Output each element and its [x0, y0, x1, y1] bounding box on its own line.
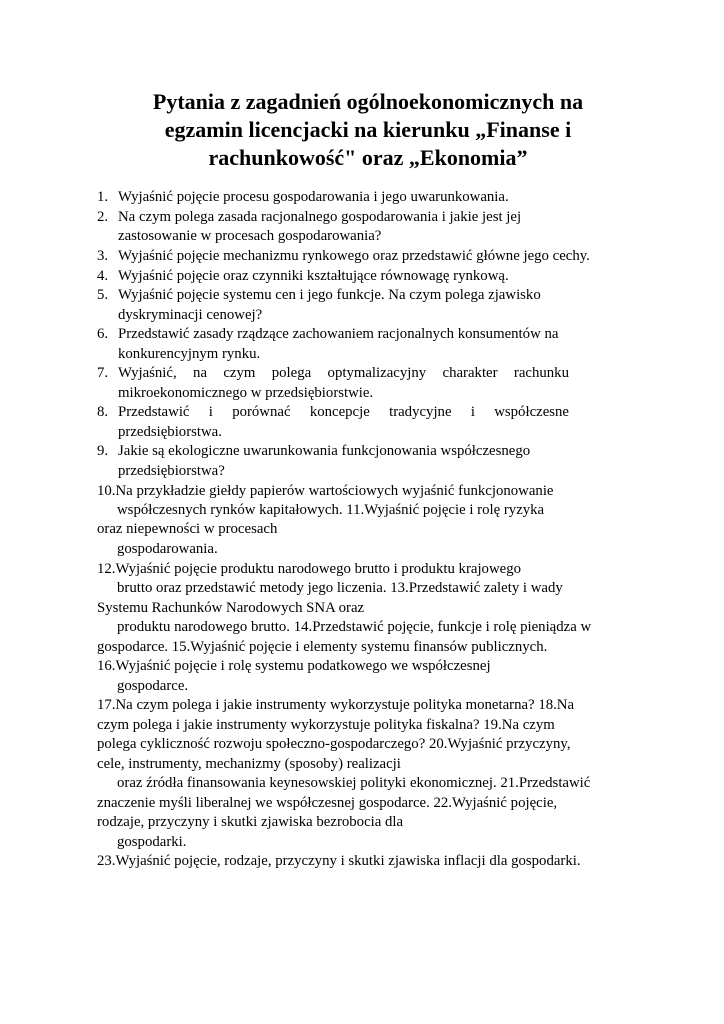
word: na [193, 365, 208, 381]
list-item-text: znaczenie myśli liberalnej we współczesnej gospodarce. 22.Wyjaśnić pojęcie, [97, 795, 558, 811]
word: rachunku [513, 365, 569, 381]
word: koncepcje [309, 404, 370, 420]
word: charakter [442, 365, 498, 381]
list-item-text: brutto oraz przedstawić metody jego liczenia. 13.Przedstawić zalety i wady [117, 580, 563, 596]
word: Wyjaśnić, [118, 365, 177, 381]
item-number: 6. [97, 326, 109, 342]
item-number: 9. [97, 443, 109, 459]
word: Przedstawić [118, 404, 190, 420]
list-item-text [118, 403, 569, 423]
list-item-text: Systemu Rachunków Narodowych SNA oraz [97, 600, 365, 616]
list-item-text: 23.Wyjaśnić pojęcie, rodzaje, przyczyny i skutki zjawiska inflacji dla gospodarki. [97, 853, 581, 869]
list-item-text: dyskryminacji cenowej? [118, 307, 263, 323]
list-item-text: oraz źródła finansowania keynesowskiej polityki ekonomicznej. 21.Przedstawić [117, 775, 591, 791]
word: optymalizacyjny [327, 365, 427, 381]
list-item-text: mikroekonomicznego w przedsiębiorstwie. [118, 385, 374, 401]
list-item-text: gospodarce. 15.Wyjaśnić pojęcie i elementy systemu finansów publicznych. [97, 639, 548, 655]
word: czym [223, 365, 256, 381]
list-item-text: konkurencyjnym rynku. [118, 346, 261, 362]
item-number: 5. [97, 287, 109, 303]
list-item-text: rodzaje, przyczyny i skutki zjawiska bezrobocia dla [97, 814, 404, 830]
list-item-text: przedsiębiorstwa? [118, 463, 225, 479]
word: tradycyjne [389, 404, 452, 420]
item-number: 4. [97, 268, 109, 284]
list-item-text: 16.Wyjaśnić pojęcie i rolę systemu podatkowego we współczesnej [97, 658, 491, 674]
list-item-text: 12.Wyjaśnić pojęcie produktu narodowego brutto i produktu krajowego [97, 561, 522, 577]
list-item-text: Wyjaśnić pojęcie systemu cen i jego funkcje. Na czym polega zjawisko [118, 287, 541, 303]
word: i [470, 404, 475, 420]
list-item-text: Wyjaśnić pojęcie oraz czynniki kształtujące równowagę rynkową. [118, 268, 509, 284]
item-number: 2. [97, 209, 109, 225]
list-item-text [118, 364, 569, 384]
word: polega [271, 365, 312, 381]
list-item-text: przedsiębiorstwa. [118, 424, 222, 440]
list-item-text: Wyjaśnić pojęcie mechanizmu rynkowego oraz przedstawić główne jego cechy. [118, 248, 590, 264]
item-number: 7. [97, 365, 109, 381]
word: i [208, 404, 213, 420]
list-item-text: cele, instrumenty, mechanizmy (sposoby) realizacji [97, 756, 401, 772]
list-item-text: gospodarki. [117, 834, 187, 850]
list-item-text: Wyjaśnić pojęcie procesu gospodarowania i jego uwarunkowania. [118, 189, 509, 205]
item-number: 8. [97, 404, 109, 420]
list-item-text: polega cykliczność rozwoju społeczno-gospodarczego? 20.Wyjaśnić przyczyny, [97, 736, 571, 752]
word: porównać [232, 404, 291, 420]
title-line-2: egzamin licencjacki na kierunku „Finanse i [164, 117, 572, 142]
title-line-3: rachunkowość" oraz „Ekonomia” [208, 145, 528, 170]
list-item-text: gospodarce. [117, 678, 189, 694]
list-item-text: 17.Na czym polega i jakie instrumenty wykorzystuje polityka monetarna? 18.Na [97, 697, 575, 713]
list-item-text: oraz niepewności w procesach [97, 521, 278, 537]
list-item-text: Jakie są ekologiczne uwarunkowania funkcjonowania współczesnego [118, 443, 531, 459]
item-number: 3. [97, 248, 109, 264]
list-item-text: czym polega i jakie instrumenty wykorzystuje polityka fiskalna? 19.Na czym [97, 717, 555, 733]
list-item-text: Przedstawić zasady rządzące zachowaniem racjonalnych konsumentów na [118, 326, 559, 342]
list-item-text: Na czym polega zasada racjonalnego gospodarowania i jakie jest jej [118, 209, 522, 225]
list-item-text: zastosowanie w procesach gospodarowania? [118, 228, 382, 244]
list-item-text: gospodarowania. [117, 541, 218, 557]
document-title [110, 88, 626, 172]
item-number: 1. [97, 189, 109, 205]
list-item-text: 10.Na przykładzie giełdy papierów wartościowych wyjaśnić funkcjonowanie [97, 483, 554, 499]
list-item-text: współczesnych rynków kapitałowych. 11.Wyjaśnić pojęcie i rolę ryzyka [117, 502, 545, 518]
word: współczesne [494, 404, 569, 420]
title-line-1: Pytania z zagadnień ogólnoekonomicznych na [152, 89, 584, 114]
list-item-text: produktu narodowego brutto. 14.Przedstawić pojęcie, funkcje i rolę pieniądza w [117, 619, 592, 635]
